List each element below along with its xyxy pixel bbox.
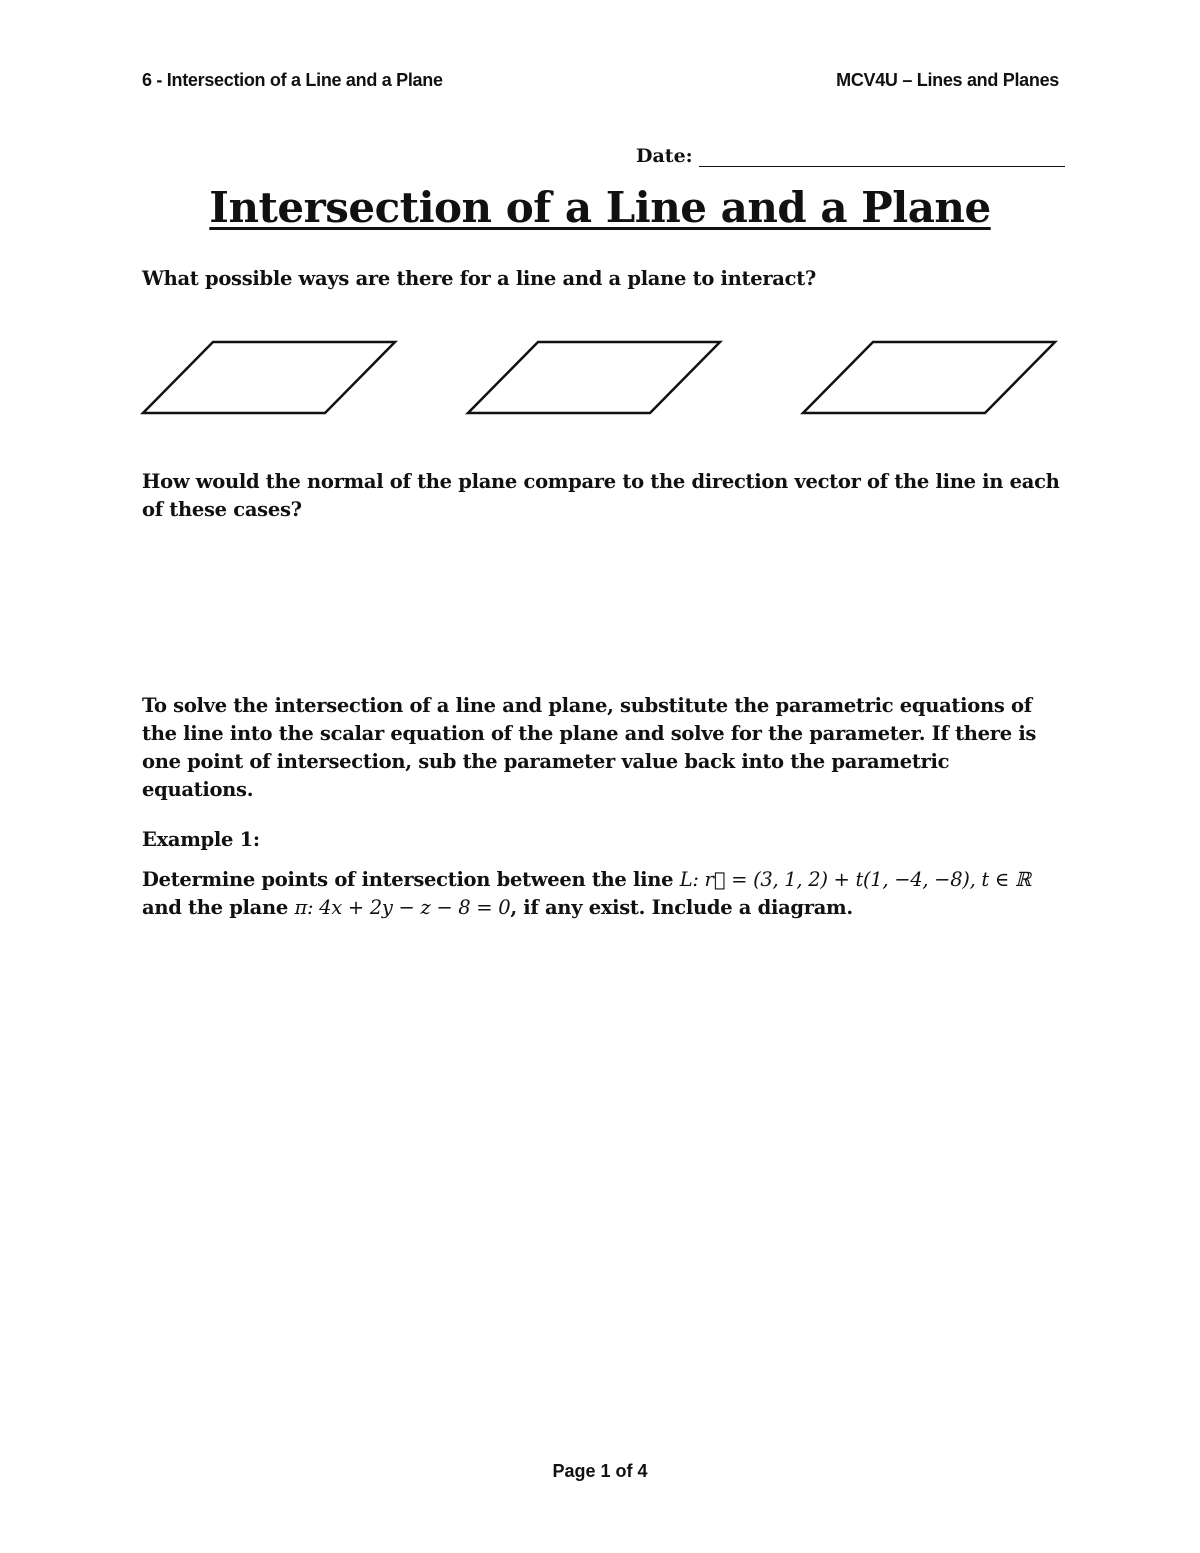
page-title: Intersection of a Line and a Plane bbox=[209, 183, 991, 232]
example-text-mid: and the plane bbox=[142, 896, 295, 919]
header-left: 6 - Intersection of a Line and a Plane bbox=[142, 70, 443, 90]
plane-shape-2 bbox=[468, 342, 720, 413]
plane-shape-3 bbox=[803, 342, 1055, 413]
instructions-paragraph: To solve the intersection of a line and plane, substitute the parametric equations of the line into the scalar equation of the plane and solve for the parameter. If there is one point of intersection, sub the parameter value back into the parametric equations. bbox=[142, 694, 1037, 801]
example-label: Example 1: bbox=[142, 828, 260, 851]
question-normal-vs-direction: How would the normal of the plane compare to the direction vector of the line in each of these cases? bbox=[142, 470, 1060, 521]
question-interactions: What possible ways are there for a line and a plane to interact? bbox=[142, 267, 817, 290]
example-text-end: , if any exist. Include a diagram. bbox=[510, 896, 853, 919]
date-field bbox=[636, 145, 1065, 167]
plane-equation: π: 4x + 2y − z − 8 = 0 bbox=[294, 896, 511, 919]
example-text-start: Determine points of intersection between the line bbox=[142, 868, 680, 891]
date-blank[interactable] bbox=[699, 148, 1065, 167]
plane-diagrams bbox=[0, 330, 1200, 430]
example-text bbox=[142, 866, 1062, 922]
plane-shape-1 bbox=[143, 342, 395, 413]
date-label: Date: bbox=[636, 145, 693, 167]
page-number: Page 1 of 4 bbox=[552, 1461, 648, 1481]
line-equation: L: r⃗ = (3, 1, 2) + t(1, −4, −8), t ∈ ℝ bbox=[679, 868, 1031, 891]
header-right: MCV4U – Lines and Planes bbox=[836, 70, 1059, 90]
